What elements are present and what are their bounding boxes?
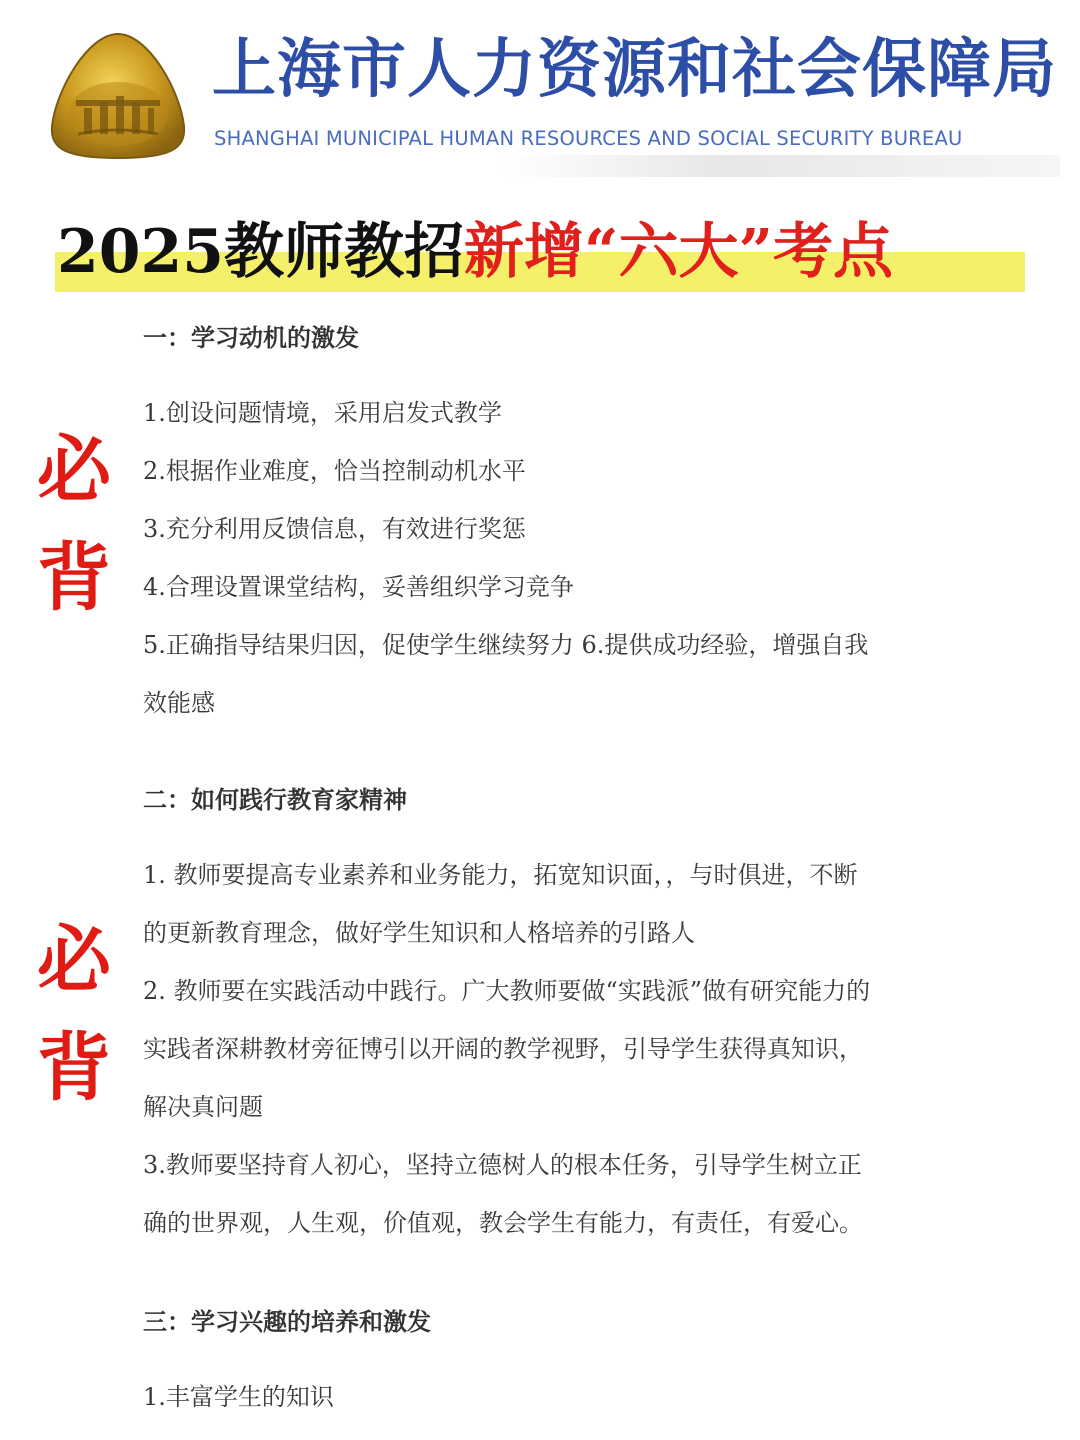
- list-item: 解决真问题: [143, 1093, 263, 1121]
- page-title-banner: [55, 217, 1025, 292]
- list-item: 效能感: [143, 689, 215, 717]
- section-heading: 一：学习动机的激发: [143, 323, 359, 352]
- page-title: [57, 217, 894, 287]
- mark-char: 必: [37, 427, 111, 513]
- section-interest: [143, 1307, 943, 1426]
- list-item: 1. 教师要提高专业素养和业务能力，拓宽知识面，，与时俱进，不断: [143, 861, 858, 889]
- section-educator-spirit: [143, 785, 943, 1252]
- header-divider: [500, 155, 1060, 177]
- list-item: 2. 教师要在实践活动中践行。广大教师要做“实践派”做有研究能力的: [143, 977, 871, 1005]
- list-item: 3.教师要坚持育人初心，坚持立德树人的根本任务，引导学生树立正: [143, 1151, 862, 1179]
- mark-char: 背: [37, 535, 111, 621]
- page-header: [0, 0, 1080, 175]
- list-item: 2.根据作业难度，恰当控制动机水平: [143, 457, 526, 485]
- list-item: 4.合理设置课堂结构，妥善组织学习竞争: [143, 573, 574, 601]
- page-title-year: 2025教师教招: [57, 217, 464, 287]
- section-motivation: [143, 323, 943, 732]
- page-title-emphasis: 新增“六大”考点: [464, 217, 894, 287]
- section-heading: 二：如何践行教育家精神: [143, 785, 407, 814]
- list-item: 确的世界观，人生观，价值观，教会学生有能力，有责任，有爱心。: [143, 1209, 863, 1237]
- must-memorize-mark: [34, 906, 114, 1122]
- list-item: 3.充分利用反馈信息，有效进行奖惩: [143, 515, 526, 543]
- mark-char: 背: [37, 1025, 111, 1111]
- org-name-en: SHANGHAI MUNICIPAL HUMAN RESOURCES AND SOCIAL SECURITY BUREAU: [214, 127, 963, 150]
- section-heading: 三：学习兴趣的培养和激发: [143, 1307, 431, 1336]
- bureau-emblem-icon: [48, 30, 188, 160]
- org-name-cn: 上海市人力资源和社会保障局: [212, 33, 1057, 107]
- list-item: 5.正确指导结果归因，促使学生继续努力 6.提供成功经验，增强自我: [143, 631, 869, 659]
- must-memorize-mark: [34, 416, 114, 632]
- list-item: 实践者深耕教材旁征博引以开阔的教学视野，引导学生获得真知识，: [143, 1035, 863, 1063]
- list-item: 1.丰富学生的知识: [143, 1383, 334, 1411]
- list-item: 的更新教育理念，做好学生知识和人格培养的引路人: [143, 919, 695, 947]
- mark-char: 必: [37, 917, 111, 1003]
- list-item: 1.创设问题情境，采用启发式教学: [143, 399, 502, 427]
